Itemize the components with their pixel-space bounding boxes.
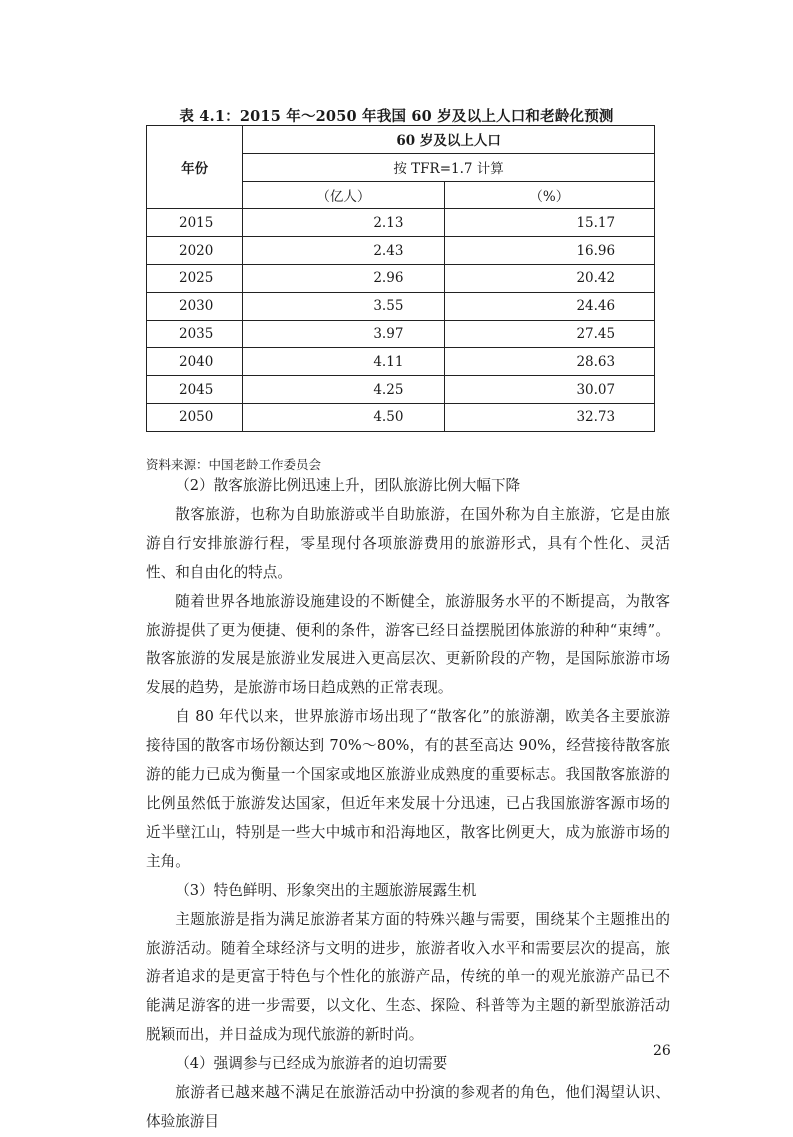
year-cell: 2045	[147, 376, 243, 404]
population-cell: 3.97	[373, 325, 404, 342]
table-row	[147, 209, 655, 237]
percent-cell: 30.07	[576, 381, 616, 398]
percent-cell: 20.42	[576, 270, 616, 287]
year-cell: 2030	[147, 292, 243, 320]
population-cell: 3.55	[373, 298, 404, 315]
year-cell: 2050	[147, 403, 243, 431]
section-heading-4: （4）强调参与已经成为旅游者的迫切需要	[175, 1055, 448, 1073]
table-row	[147, 320, 655, 348]
page-number: 26	[653, 1043, 671, 1059]
population-table	[146, 125, 655, 432]
percent-cell: 32.73	[576, 409, 616, 426]
unit-header-percent: （%）	[444, 181, 654, 209]
population-cell: 4.11	[373, 353, 404, 370]
table-row	[147, 237, 655, 265]
year-cell: 2015	[147, 209, 243, 237]
paragraph: 散客旅游，也称为自助旅游或半自助旅游，在国外称为自主旅游，它是由旅游自行安排旅游行程，零星现付各项旅游费用的旅游形式，具有个性化、灵活性、和自由化的特点。	[146, 505, 670, 581]
year-cell: 2040	[147, 348, 243, 376]
unit-header-population: （亿人）	[243, 181, 444, 209]
group-header: 60 岁及以上人口	[243, 126, 655, 154]
population-cell: 2.43	[373, 242, 404, 259]
table-row	[147, 264, 655, 292]
source-note: 资料来源：中国老龄工作委员会	[146, 457, 322, 472]
population-cell: 2.96	[373, 270, 404, 287]
population-cell: 4.25	[373, 381, 404, 398]
population-cell: 4.50	[373, 409, 404, 426]
table-row	[147, 348, 655, 376]
percent-cell: 15.17	[576, 214, 616, 231]
percent-cell: 16.96	[576, 242, 616, 259]
paragraph: 随着世界各地旅游设施建设的不断健全，旅游服务水平的不断提高，为散客旅游提供了更为便捷、便利的条件，游客已经日益摆脱团体旅游的种种“束缚”。散客旅游的发展是旅游业发展进入更高层次、更新阶段的产物，是国际旅游市场发展的趋势，是旅游市场日趋成熟的正常表现。	[146, 592, 670, 697]
table-row	[147, 292, 655, 320]
table-caption: 表 4.1：2015 年～2050 年我国 60 岁及以上人口和老龄化预测	[179, 108, 614, 125]
paragraph: 主题旅游是指为满足旅游者某方面的特殊兴趣与需要，围绕某个主题推出的旅游活动。随着全球经济与文明的进步，旅游者收入水平和需要层次的提高，旅游者追求的是更富于特色与个性化的旅游产品，传统的单一的观光旅游产品已不能满足游客的进一步需要，以文化、生态、探险、科普等为主题的新型旅游活动脱颖而出，并日益成为现代旅游的新时尚。	[146, 910, 670, 1044]
year-header: 年份	[147, 126, 243, 209]
table-row	[147, 403, 655, 431]
body-text	[146, 472, 670, 1137]
year-cell: 2020	[147, 237, 243, 265]
section-heading-3: （3）特色鲜明、形象突出的主题旅游展露生机	[175, 881, 477, 899]
paragraph: 自 80 年代以来，世界旅游市场出现了“散客化”的旅游潮，欧美各主要旅游接待国的散客市场份额达到 70%～80%，有的甚至高达 90%，经营接待散客旅游的能力已成为衡量一个国家或地区旅游业成熟度的重要标志。我国散客旅游的比例虽然低于旅游发达国家，但近年来发展十分迅速，已占我国旅游客源市场的近半壁江山，特别是一些大中城市和沿海地区，散客比例更大，成为旅游市场的主角。	[146, 708, 670, 870]
percent-cell: 24.46	[576, 298, 616, 315]
section-heading-2: （2）散客旅游比例迅速上升，团队旅游比例大幅下降	[175, 477, 521, 494]
percent-cell: 28.63	[576, 353, 616, 370]
year-cell: 2025	[147, 264, 243, 292]
sub-header: 按 TFR=1.7 计算	[243, 153, 655, 181]
paragraph: 旅游者已越来越不满足在旅游活动中扮演的参观者的角色，他们渴望认识、体验旅游目	[146, 1084, 670, 1130]
year-cell: 2035	[147, 320, 243, 348]
percent-cell: 27.45	[576, 325, 616, 342]
table-row	[147, 376, 655, 404]
population-cell: 2.13	[373, 214, 404, 231]
